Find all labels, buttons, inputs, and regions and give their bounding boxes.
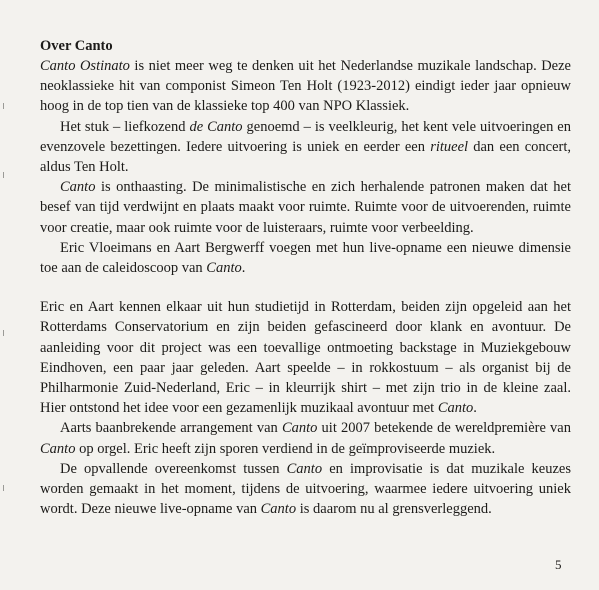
italic-title: Canto Ostinato bbox=[40, 58, 130, 74]
paragraph-gap bbox=[40, 278, 571, 297]
text-run: is daarom nu al grensverleggend. bbox=[296, 501, 492, 518]
page-number: 5 bbox=[555, 557, 562, 572]
text-run: uit 2007 betekende de wereldpremière van bbox=[317, 420, 571, 437]
edge-mark bbox=[3, 330, 8, 336]
page-content bbox=[40, 36, 571, 519]
edge-mark bbox=[3, 172, 8, 178]
italic-title: Canto bbox=[260, 501, 297, 518]
text-run: is niet meer weg te denken uit het Nederlandse muzikale landschap. Deze neoklassieke hit van componist Simeon Ten Holt (1923-2012) eindigt ieder jaar opnieuw hoog in de top tien van de klassieke top 400 van NPO Klassiek. bbox=[40, 58, 571, 115]
text-run: Eric Vloeimans en Aart Bergwerff voegen met hun live-opname een nieuwe dimensie toe aan de caleidoscoop van bbox=[40, 239, 571, 277]
text-run: De opvallende overeenkomst tussen bbox=[60, 460, 287, 477]
paragraph-the-piece bbox=[40, 117, 571, 178]
text-run: Aarts baanbrekende arrangement van bbox=[60, 420, 282, 437]
text-run: . bbox=[241, 260, 246, 277]
paragraph-new-dimension bbox=[40, 238, 571, 278]
text-run: is onthaasting. De minimalistische en zich herhalende patronen maken dat het besef van tijd verdwijnt en plaats maakt voor ruimte. Ruimte voor de uitvoerenden, ruimte voor creatie, maar ook ruimte voor de luisteraars, ruimte voor verbeelding. bbox=[40, 179, 571, 236]
edge-mark bbox=[3, 485, 8, 491]
text-run: genoemd – is veelkleurig, het kent vele uitvoeringen en evenzovele bezettingen. Iedere uitvoering is uniek en eerder een bbox=[40, 118, 571, 155]
paragraph-arrangement bbox=[40, 418, 571, 458]
italic-title: Canto bbox=[60, 179, 96, 196]
text-run: op orgel. Eric heeft zijn sporen verdiend in de geïmproviseerde muziek. bbox=[75, 440, 496, 457]
italic-title: de Canto bbox=[189, 118, 243, 135]
text-run: Het stuk – liefkozend bbox=[60, 118, 190, 135]
edge-mark bbox=[3, 103, 8, 109]
text-run: en improvisatie is dat muzikale keuzes worden gemaakt in het moment, tijdens de uitvoering, waarmee iedere uitvoering uniek wordt. Deze nieuwe live-opname van bbox=[40, 460, 571, 518]
italic-title: Canto bbox=[281, 420, 318, 437]
italic-title: Canto bbox=[40, 440, 76, 457]
text-run: . bbox=[473, 400, 477, 417]
paragraph-unhurrying bbox=[40, 177, 571, 238]
italic-title: Canto bbox=[206, 260, 242, 277]
paragraph-improvisation bbox=[40, 459, 571, 520]
italic-title: ritueel bbox=[430, 138, 469, 155]
text-run: dan een concert, aldus Ten Holt. bbox=[40, 138, 571, 176]
italic-title: Canto bbox=[286, 460, 323, 477]
section-heading: Over Canto bbox=[40, 38, 113, 54]
paragraph-intro bbox=[40, 56, 571, 117]
paragraph-meeting bbox=[40, 297, 571, 418]
text-run: Eric en Aart kennen elkaar uit hun studietijd in Rotterdam, beiden zijn opgeleid aan het Rotterdams Conservatorium en zijn beiden gefascineerd door klank en avontuur. De aanleiding voor dit project was een toevallige ontmoeting backstage in Muziekgebouw Eindhoven, een paar jaar geleden. Aart speelde – in rokkostuum – als organist bij de Philharmonie Zuid-Nederland, Eric – in kleurrijk shirt – met zijn trio in de kleine zaal. Hier ontstond het idee voor een gezamenlijk muzikaal avontuur met bbox=[40, 299, 571, 417]
italic-title: Canto bbox=[437, 400, 474, 417]
